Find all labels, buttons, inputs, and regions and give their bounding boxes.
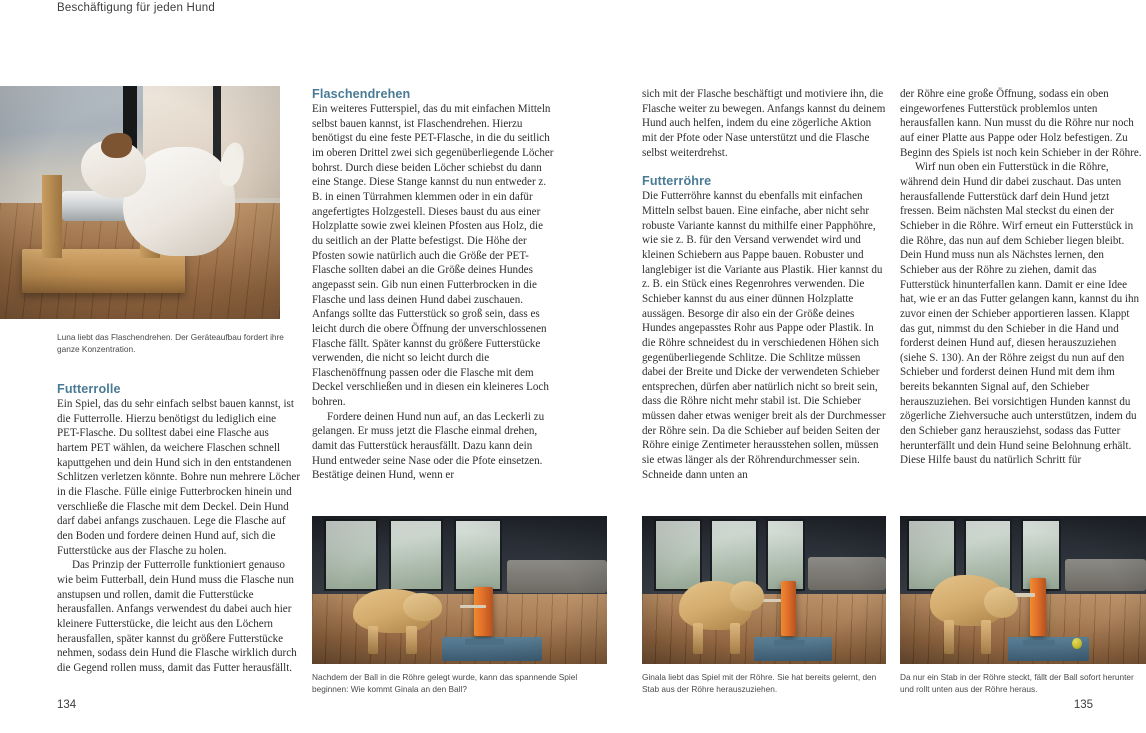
photo1-vignette [0, 86, 280, 319]
column-4-continuation [900, 87, 1144, 468]
paragraph: Die Futterröhre kannst du ebenfalls mit einfachen Mitteln selbst bauen. Eine einfache, aber nicht sehr robuste Variante kannst du mithilfe einer Papphöhre, wie sie z. B. für den Versand verwendet wird und kleinen Schiebern aus Pappe bauen. Robuster und langlebiger ist die Variante aus Plastik. Hier kannst du z. B. ein Stück eines Regenrohres verwenden. Die Schieber kannst du aus einer dünnen Holzplatte aussägen. Besorge dir also ein der Größe deines Hundes angepasstes Rohr aus Pappe oder Plastik. In die Röhre schneidest du in verschiedenen Höhen sich gegenüberliegende Schlitze. Die Schlitze müssen dabei der Breite und Dicke der verwendeten Schieber entsprechen, dürfen aber natürlich nicht so breit sein, dass die Röhre nicht mehr stabil ist. Die Schieber müssen daher etwas weniger breit als der Durchmesser der Röhre sein. Da die Schieber auf beiden Seiten der Röhre einige Zentimeter herausstehen sollen, müssen sie etwas länger als der Röhrendurchmesser sein. Schneide dann unten an [642, 190, 886, 481]
column-3-futterroehre [642, 87, 886, 482]
photo4-vignette [900, 516, 1146, 664]
section-title-futterrolle: Futterrolle [57, 382, 121, 396]
paragraph: sich mit der Flasche beschäftigt und motiviere ihn, die Flasche weiter zu bewegen. Anfangs kannst du deinem Hund auch helfen, indem du eine zögerliche Aktion mit der Pfote oder Nase unterstützt und die Flasche selbst weiterdrehst. [642, 88, 886, 159]
column-1-futterrolle [57, 382, 301, 675]
photo2-vignette [312, 516, 607, 664]
photo-ginala-tube-ball [312, 516, 607, 664]
caption-photo-1: Luna liebt das Flaschendrehen. Der Geräteaufbau fordert ihre ganze Konzentration. [57, 332, 284, 354]
paragraph: Ein Spiel, das du sehr einfach selbst bauen kannst, ist die Futterrolle. Hierzu benötigst du lediglich eine PET-Flasche. Du solltest dabei eine Flasche aus hartem PET wählen, da weichere Flaschen schnell kaputtgehen und dein Hund sich in den entstandenen Schlitzen verletzen könnte. Bohre nun mehrere Löcher in die Flasche. Fülle einige Futterbrocken hinein und verschließe die Flasche mit dem Deckel. Dein Hund darf dabei anfangs zuschauen. Lege die Flasche auf den Boden und fordere deinen Hund auf, sich die Futterstücke aus der Flasche zu holen. [57, 398, 301, 557]
photo-luna-bottle-spinning [0, 86, 280, 319]
section-title-futterroehre: Futterröhre [642, 174, 712, 189]
paragraph: Das Prinzip der Futterrolle funktioniert genauso wie beim Futterball, dein Hund muss die Flasche nun anstupsen und rollen, damit die Futterstücke herausfallen. Anfangs verwendest du dabei auch hier kleinere Futterstücke, die leicht aus den Löchern herausfallen, später kannst du größere Futterstücke nehmen, sodass dein Hund die Flasche wirklich durch die Gegend rollen muss, damit das Futter herausfällt. [57, 559, 297, 674]
folio-right-page-number: 135 [1073, 699, 1093, 711]
paragraph: Fordere deinen Hund nun auf, an das Leckerli zu gelangen. Er muss jetzt die Flasche einmal drehen, damit das Futterstück herausfällt. Dazu kann dein Hund entweder seine Nase oder die Pfote einsetzen. Bestätige deinen Hund, wenn er [312, 410, 545, 482]
section-title-flaschendrehen: Flaschendrehen [312, 87, 411, 101]
photo-ball-falling-out [900, 516, 1146, 664]
caption-photo-3: Ginala liebt das Spiel mit der Röhre. Sie hat bereits gelernt, den Stab aus der Röhre herauszuziehen. [642, 672, 877, 694]
folio-left-page-number: 134 [57, 699, 77, 711]
caption-photo-4: Da nur ein Stab in der Röhre steckt, fällt der Ball sofort herunter und rollt unten aus der Röhre heraus. [900, 672, 1134, 694]
paragraph: Wirf nun oben ein Futterstück in die Röhre, während dein Hund dir dabei zuschaut. Das unten herausfallende Futterstück darf dein Hund jetzt fressen. Beim nächsten Mal steckst du einen der Schieber in die Röhre. Wirf erneut ein Futterstück in die Röhre, das nun auf dem Schieber liegen bleibt. Dein Hund muss nun als Nächstes lernen, den Schieber aus der Röhre zu ziehen, damit das Futterstück hinunterfallen kann. Damit er eine Idee hat, wie er an das Futter gelangen kann, kannst du ihn zuvor einen der Schieber apportieren lassen. Klappt das gut, nimmst du den Schieber in die Hand und forderst deinen Hund auf, diesen herauszuziehen (siehe S. 130). An der Röhre zeigst du nun auf den Schieber und forderst deinen Hund mit dem ihm bereits bekannten Signal auf, den Schieber herauszuziehen. Bei vorsichtigen Hunden kannst du zögerliche Ziehversuche auch unterstützen, indem du den Schieber ganz herausziehst, sodass das Futter herunterfällt und dein Hund seine Belohnung erhält. Diese Hilfe baust du natürlich Schritt für [900, 161, 1140, 467]
paragraph: der Röhre eine große Öffnung, sodass ein oben eingeworfenes Futterstück problemlos unten herausfallen kann. Nun musst du die Röhre nur noch auf einer Platte aus Pappe oder Holz befestigen. Zu Beginn des Spiels ist noch kein Schieber in der Röhre. [900, 88, 1142, 159]
photo3-vignette [642, 516, 886, 664]
running-head: Beschäftigung für jeden Hund [57, 2, 215, 14]
column-2-flaschendrehen [312, 87, 556, 483]
caption-photo-2: Nachdem der Ball in die Röhre gelegt wurde, kann das spannende Spiel beginnen: Wie kommt Ginala an den Ball? [312, 672, 578, 694]
paragraph: Ein weiteres Futterspiel, das du mit einfachen Mitteln selbst bauen kannst, ist Flaschendrehen. Hierzu benötigst du eine feste PET-Flasche, in die du seitlich im oberen Drittel zwei sich gegenüberliegende Löcher bohrst. Durch diese beiden Löcher schiebst du dann eine Stange. Diese Stange kannst du nun entweder z. B. in einen Türrahmen klemmen oder in ein dafür angefertigtes Holzgestell. Dieses baust du aus einer Holzplatte sowie zwei kleinen Pfosten aus Holz, die du seitlich an der Platte befestigst. Die Höhe der Pfosten sowie natürlich auch die Größe der PET-Flasche sollten dabei an die Größe deines Hundes angepasst sein. Gib nun einen Futterbrocken in die Flasche und lass deinen Hund dabei zuschauen. Anfangs sollte das Futterstück so groß sein, dass es leicht durch die obere Öffnung der unverschlossenen Flasche fällt. Später kannst du größere Futterstücke verwenden, die nicht so leicht durch die Flaschenöffnung passen oder die Flasche mit dem Deckel verschließen und in diesen ein kleineres Loch bohren. [312, 103, 554, 409]
photo-ginala-pulling-stick [642, 516, 886, 664]
